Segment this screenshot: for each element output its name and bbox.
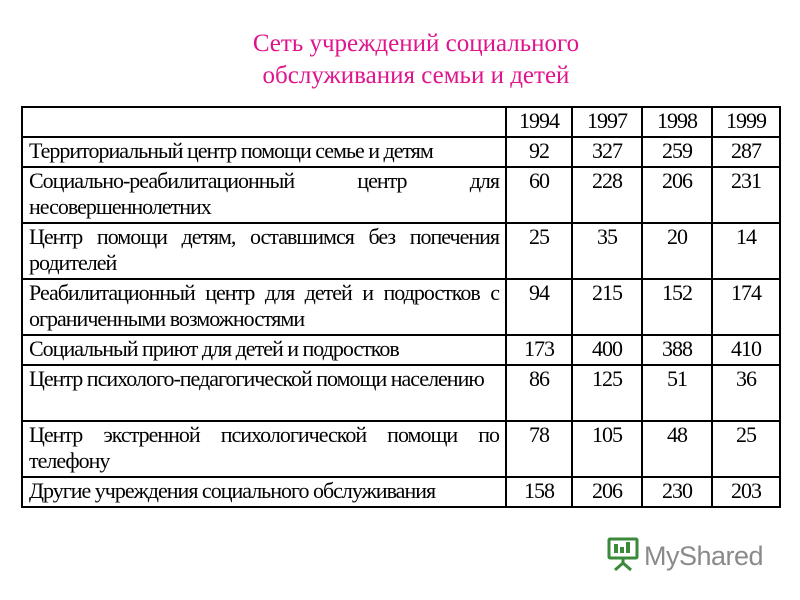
row-name: Другие учреждения социального обслуживания — [22, 477, 506, 507]
statistics-table — [21, 106, 781, 508]
row-value: 259 — [642, 137, 712, 167]
row-value: 231 — [712, 167, 780, 223]
row-name: Социальный приют для детей и подростков — [22, 335, 506, 365]
table-row — [22, 477, 780, 507]
table-row — [22, 137, 780, 167]
row-value: 388 — [642, 335, 712, 365]
table-header-row — [22, 107, 780, 137]
row-value: 94 — [506, 279, 572, 335]
presentation-board-icon — [606, 536, 640, 577]
row-value: 174 — [712, 279, 780, 335]
row-value: 20 — [642, 223, 712, 279]
row-value: 230 — [642, 477, 712, 507]
header-year: 1998 — [642, 107, 712, 137]
row-value: 36 — [712, 365, 780, 421]
row-value: 48 — [642, 421, 712, 477]
row-value: 78 — [506, 421, 572, 477]
row-value: 327 — [572, 137, 642, 167]
table-row — [22, 365, 780, 421]
row-value: 25 — [506, 223, 572, 279]
row-name: Социально-реабилитационный центр для несовершеннолетних — [22, 167, 506, 223]
row-value: 206 — [572, 477, 642, 507]
title-line-2: обслуживания семьи и детей — [262, 62, 570, 89]
row-name: Центр экстренной психологической помощи по телефону — [22, 421, 506, 477]
row-value: 206 — [642, 167, 712, 223]
row-value: 152 — [642, 279, 712, 335]
watermark-text: MyShared — [644, 540, 764, 571]
header-empty-cell — [22, 107, 506, 137]
row-value: 51 — [642, 365, 712, 421]
table-row — [22, 335, 780, 365]
row-value: 125 — [572, 365, 642, 421]
row-value: 92 — [506, 137, 572, 167]
header-year: 1994 — [506, 107, 572, 137]
row-value: 400 — [572, 335, 642, 365]
page-title — [0, 28, 800, 92]
row-value: 35 — [572, 223, 642, 279]
row-name: Территориальный центр помощи семье и детям — [22, 137, 506, 167]
table-row — [22, 167, 780, 223]
myshared-watermark — [606, 538, 763, 574]
row-value: 215 — [572, 279, 642, 335]
row-value: 158 — [506, 477, 572, 507]
row-value: 60 — [506, 167, 572, 223]
table-row — [22, 421, 780, 477]
row-value: 203 — [712, 477, 780, 507]
row-value: 25 — [712, 421, 780, 477]
title-line-1: Сеть учреждений социального — [252, 30, 580, 57]
row-value: 14 — [712, 223, 780, 279]
table-row — [22, 279, 780, 335]
row-value: 228 — [572, 167, 642, 223]
row-value: 86 — [506, 365, 572, 421]
row-value: 105 — [572, 421, 642, 477]
row-name: Реабилитационный центр для детей и подростков с ограниченными возможностями — [22, 279, 506, 335]
row-name: Центр помощи детям, оставшимся без попечения родителей — [22, 223, 506, 279]
row-value: 287 — [712, 137, 780, 167]
header-year: 1997 — [572, 107, 642, 137]
table-row — [22, 223, 780, 279]
row-value: 410 — [712, 335, 780, 365]
row-name: Центр психолого-педагогической помощи населению — [22, 365, 506, 421]
row-value: 173 — [506, 335, 572, 365]
header-year: 1999 — [712, 107, 780, 137]
